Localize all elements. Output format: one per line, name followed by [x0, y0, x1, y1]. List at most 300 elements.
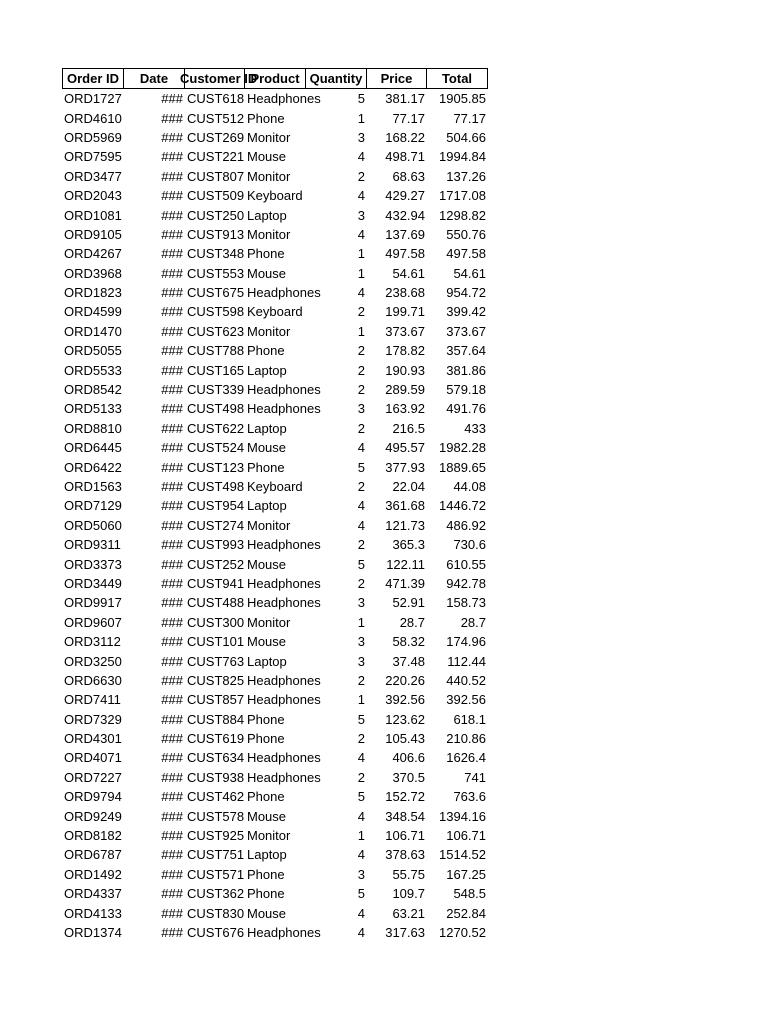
quantity-cell[interactable]: 3 — [357, 129, 365, 145]
total-cell[interactable]: 167.25 — [446, 866, 486, 882]
price-cell[interactable]: 178.82 — [385, 343, 425, 359]
total-cell[interactable]: 252.84 — [446, 905, 486, 921]
product-cell[interactable] — [245, 438, 306, 457]
order-id-cell[interactable]: ORD5533 — [64, 362, 122, 378]
price-cell[interactable]: 370.5 — [392, 769, 425, 785]
date-cell[interactable]: ### — [161, 285, 183, 301]
customer-id-cell[interactable]: CUST362 — [187, 886, 245, 902]
header-order-id[interactable]: Order ID — [62, 68, 124, 89]
quantity-cell[interactable]: 4 — [357, 905, 365, 921]
product-cell[interactable] — [245, 554, 306, 573]
product-cell[interactable] — [245, 806, 306, 825]
customer-id-cell[interactable]: CUST622 — [187, 420, 245, 436]
total-cell[interactable]: 373.67 — [446, 323, 486, 339]
customer-id-cell[interactable]: CUST165 — [187, 362, 245, 378]
total-cell[interactable]: 106.71 — [446, 828, 486, 844]
date-cell[interactable]: ### — [161, 711, 183, 727]
total-cell[interactable]: 1994.84 — [439, 149, 486, 165]
total-cell[interactable]: 210.86 — [446, 731, 486, 747]
date-cell[interactable]: ### — [161, 672, 183, 688]
price-cell[interactable]: 54.61 — [392, 265, 425, 281]
price-cell[interactable]: 220.26 — [385, 672, 425, 688]
quantity-cell[interactable]: 1 — [357, 246, 365, 262]
date-cell[interactable]: ### — [161, 91, 183, 107]
date-cell[interactable]: ### — [161, 188, 183, 204]
quantity-cell[interactable]: 2 — [357, 382, 365, 398]
date-cell[interactable]: ### — [161, 575, 183, 591]
total-cell[interactable]: 1514.52 — [439, 847, 486, 863]
quantity-cell[interactable]: 4 — [357, 188, 365, 204]
quantity-cell[interactable]: 5 — [357, 711, 365, 727]
order-id-cell[interactable]: ORD2043 — [64, 188, 122, 204]
customer-id-cell[interactable]: CUST884 — [187, 711, 245, 727]
quantity-cell[interactable]: 3 — [357, 207, 365, 223]
customer-id-cell[interactable]: CUST623 — [187, 323, 245, 339]
price-cell[interactable]: 123.62 — [385, 711, 425, 727]
product-cell[interactable] — [245, 632, 306, 651]
price-cell[interactable]: 137.69 — [385, 226, 425, 242]
total-cell[interactable]: 357.64 — [446, 343, 486, 359]
customer-id-cell[interactable]: CUST123 — [187, 459, 245, 475]
quantity-cell[interactable]: 2 — [357, 362, 365, 378]
order-id-cell[interactable]: ORD8810 — [64, 420, 122, 436]
quantity-cell[interactable]: 4 — [357, 750, 365, 766]
customer-id-cell[interactable]: CUST578 — [187, 808, 245, 824]
total-cell[interactable]: 440.52 — [446, 672, 486, 688]
price-cell[interactable]: 392.56 — [385, 692, 425, 708]
total-cell[interactable]: 1717.08 — [439, 188, 486, 204]
date-cell[interactable]: ### — [161, 924, 183, 940]
product-cell[interactable] — [245, 341, 306, 360]
quantity-cell[interactable]: 5 — [357, 91, 365, 107]
order-id-cell[interactable]: ORD9917 — [64, 595, 122, 611]
customer-id-cell[interactable]: CUST675 — [187, 285, 245, 301]
price-cell[interactable]: 163.92 — [385, 401, 425, 417]
customer-id-cell[interactable]: CUST676 — [187, 924, 245, 940]
price-cell[interactable]: 497.58 — [385, 246, 425, 262]
customer-id-cell[interactable]: CUST598 — [187, 304, 245, 320]
product-cell[interactable] — [245, 826, 306, 845]
customer-id-cell[interactable]: CUST857 — [187, 692, 245, 708]
product-cell[interactable] — [245, 535, 321, 554]
date-cell[interactable]: ### — [161, 556, 183, 572]
date-cell[interactable]: ### — [161, 420, 183, 436]
product-cell[interactable] — [245, 128, 306, 147]
order-id-cell[interactable]: ORD4599 — [64, 304, 122, 320]
header-product[interactable]: Product — [245, 68, 306, 89]
date-cell[interactable]: ### — [161, 653, 183, 669]
customer-id-cell[interactable]: CUST250 — [187, 207, 245, 223]
date-cell[interactable]: ### — [161, 769, 183, 785]
quantity-cell[interactable]: 1 — [357, 614, 365, 630]
product-cell[interactable] — [245, 613, 306, 632]
price-cell[interactable]: 471.39 — [385, 575, 425, 591]
total-cell[interactable]: 1270.52 — [439, 924, 486, 940]
order-id-cell[interactable]: ORD5055 — [64, 343, 122, 359]
price-cell[interactable]: 238.68 — [385, 285, 425, 301]
quantity-cell[interactable]: 5 — [357, 459, 365, 475]
order-id-cell[interactable]: ORD1727 — [64, 91, 122, 107]
order-id-cell[interactable]: ORD6422 — [64, 459, 122, 475]
quantity-cell[interactable]: 1 — [357, 828, 365, 844]
total-cell[interactable]: 28.7 — [460, 614, 486, 630]
price-cell[interactable]: 109.7 — [392, 886, 425, 902]
order-id-cell[interactable]: ORD6445 — [64, 440, 122, 456]
total-cell[interactable]: 548.5 — [453, 886, 486, 902]
order-id-cell[interactable]: ORD4133 — [64, 905, 122, 921]
date-cell[interactable]: ### — [161, 265, 183, 281]
order-id-cell[interactable]: ORD1563 — [64, 479, 122, 494]
product-cell[interactable] — [245, 574, 321, 593]
quantity-cell[interactable]: 4 — [357, 285, 365, 301]
quantity-cell[interactable]: 3 — [357, 634, 365, 650]
customer-id-cell[interactable]: CUST938 — [187, 769, 245, 785]
order-id-cell[interactable]: ORD7129 — [64, 498, 122, 514]
date-cell[interactable]: ### — [161, 828, 183, 844]
order-id-cell[interactable]: ORD4337 — [64, 886, 122, 902]
total-cell[interactable]: 579.18 — [446, 382, 486, 398]
date-cell[interactable]: ### — [161, 459, 183, 475]
order-id-cell[interactable]: ORD3373 — [64, 556, 122, 572]
quantity-cell[interactable]: 2 — [357, 575, 365, 591]
customer-id-cell[interactable]: CUST339 — [187, 382, 245, 398]
product-cell[interactable] — [245, 768, 321, 787]
customer-id-cell[interactable]: CUST221 — [187, 149, 245, 165]
quantity-cell[interactable]: 3 — [357, 653, 365, 669]
price-cell[interactable]: 152.72 — [385, 789, 425, 805]
customer-id-cell[interactable]: CUST300 — [187, 614, 245, 630]
total-cell[interactable]: 1626.4 — [446, 750, 486, 766]
customer-id-cell[interactable]: CUST509 — [187, 188, 245, 204]
quantity-cell[interactable]: 2 — [357, 537, 365, 553]
customer-id-cell[interactable]: CUST634 — [187, 750, 245, 766]
total-cell[interactable]: 1889.65 — [439, 459, 486, 475]
quantity-cell[interactable]: 2 — [357, 168, 365, 184]
order-id-cell[interactable]: ORD6787 — [64, 847, 122, 863]
order-id-cell[interactable]: ORD9249 — [64, 808, 122, 824]
customer-id-cell[interactable]: CUST763 — [187, 653, 245, 669]
order-id-cell[interactable]: ORD3449 — [64, 575, 122, 591]
total-cell[interactable]: 77.17 — [453, 110, 486, 126]
total-cell[interactable]: 1905.85 — [439, 91, 486, 107]
customer-id-cell[interactable]: CUST553 — [187, 265, 245, 281]
total-cell[interactable]: 399.42 — [446, 304, 486, 320]
price-cell[interactable]: 68.63 — [392, 168, 425, 184]
quantity-cell[interactable]: 2 — [357, 731, 365, 747]
price-cell[interactable]: 216.5 — [392, 420, 425, 436]
date-cell[interactable]: ### — [161, 537, 183, 553]
customer-id-cell[interactable]: CUST751 — [187, 847, 245, 863]
order-id-cell[interactable]: ORD8542 — [64, 382, 122, 398]
date-cell[interactable]: ### — [161, 789, 183, 805]
product-cell[interactable] — [245, 419, 306, 438]
price-cell[interactable]: 348.54 — [385, 808, 425, 824]
quantity-cell[interactable]: 3 — [357, 866, 365, 882]
customer-id-cell[interactable]: CUST498 — [187, 401, 245, 417]
date-cell[interactable]: ### — [161, 246, 183, 262]
quantity-cell[interactable]: 5 — [357, 789, 365, 805]
order-id-cell[interactable]: ORD9607 — [64, 614, 122, 630]
total-cell[interactable]: 741 — [464, 769, 486, 785]
price-cell[interactable]: 63.21 — [392, 905, 425, 921]
header-quantity[interactable]: Quantity — [306, 68, 367, 89]
price-cell[interactable]: 406.6 — [392, 750, 425, 766]
price-cell[interactable]: 289.59 — [385, 382, 425, 398]
total-cell[interactable]: 54.61 — [453, 265, 486, 281]
customer-id-cell[interactable]: CUST941 — [187, 575, 245, 591]
price-cell[interactable]: 52.91 — [392, 595, 425, 611]
total-cell[interactable]: 618.1 — [453, 711, 486, 727]
customer-id-cell[interactable]: CUST101 — [187, 634, 245, 650]
total-cell[interactable]: 497.58 — [446, 246, 486, 262]
customer-id-cell[interactable]: CUST913 — [187, 226, 245, 242]
quantity-cell[interactable]: 4 — [357, 808, 365, 824]
price-cell[interactable]: 77.17 — [392, 110, 425, 126]
product-cell[interactable] — [245, 651, 306, 670]
order-id-cell[interactable]: ORD5060 — [64, 517, 122, 533]
price-cell[interactable]: 377.93 — [385, 459, 425, 475]
date-cell[interactable]: ### — [161, 129, 183, 145]
order-id-cell[interactable]: ORD7595 — [64, 149, 122, 165]
product-cell[interactable] — [245, 496, 306, 515]
customer-id-cell[interactable]: CUST618 — [187, 91, 245, 107]
total-cell[interactable]: 730.6 — [453, 537, 486, 553]
price-cell[interactable]: 168.22 — [385, 129, 425, 145]
customer-id-cell[interactable]: CUST462 — [187, 789, 245, 805]
date-cell[interactable]: ### — [161, 731, 183, 747]
customer-id-cell[interactable]: CUST825 — [187, 672, 245, 688]
customer-id-cell[interactable]: CUST954 — [187, 498, 245, 514]
quantity-cell[interactable]: 4 — [357, 517, 365, 533]
product-cell[interactable] — [245, 516, 306, 535]
order-id-cell[interactable]: ORD4267 — [64, 246, 122, 262]
product-cell[interactable] — [245, 477, 306, 496]
product-cell[interactable] — [245, 283, 321, 302]
quantity-cell[interactable]: 4 — [357, 440, 365, 456]
quantity-cell[interactable]: 1 — [357, 265, 365, 281]
customer-id-cell[interactable]: CUST925 — [187, 828, 245, 844]
date-cell[interactable]: ### — [161, 110, 183, 126]
quantity-cell[interactable]: 4 — [357, 226, 365, 242]
quantity-cell[interactable]: 1 — [357, 110, 365, 126]
product-cell[interactable] — [245, 729, 306, 748]
product-cell[interactable] — [245, 147, 306, 166]
quantity-cell[interactable]: 2 — [357, 420, 365, 436]
order-id-cell[interactable]: ORD3477 — [64, 168, 122, 184]
header-total[interactable]: Total — [427, 68, 488, 89]
date-cell[interactable]: ### — [161, 517, 183, 533]
total-cell[interactable]: 433 — [464, 420, 486, 436]
total-cell[interactable]: 504.66 — [446, 129, 486, 145]
date-cell[interactable]: ### — [161, 847, 183, 863]
product-cell[interactable] — [245, 710, 306, 729]
product-cell[interactable] — [245, 865, 306, 884]
order-id-cell[interactable]: ORD4301 — [64, 731, 122, 747]
price-cell[interactable]: 429.27 — [385, 188, 425, 204]
quantity-cell[interactable]: 2 — [357, 304, 365, 320]
product-cell[interactable] — [245, 302, 306, 321]
product-cell[interactable] — [245, 360, 306, 379]
customer-id-cell[interactable]: CUST619 — [187, 731, 245, 747]
total-cell[interactable]: 174.96 — [446, 634, 486, 650]
date-cell[interactable]: ### — [161, 168, 183, 184]
product-cell[interactable] — [245, 457, 306, 476]
total-cell[interactable]: 158.73 — [446, 595, 486, 611]
date-cell[interactable]: ### — [161, 866, 183, 882]
product-cell[interactable] — [245, 108, 306, 127]
header-customer-id[interactable] — [180, 68, 258, 89]
price-cell[interactable]: 378.63 — [385, 847, 425, 863]
price-cell[interactable]: 498.71 — [385, 149, 425, 165]
price-cell[interactable]: 373.67 — [385, 323, 425, 339]
product-cell[interactable] — [245, 671, 321, 690]
date-cell[interactable]: ### — [161, 149, 183, 165]
date-cell[interactable]: ### — [161, 382, 183, 398]
date-cell[interactable]: ### — [161, 479, 183, 494]
quantity-cell[interactable]: 4 — [357, 498, 365, 514]
date-cell[interactable]: ### — [161, 207, 183, 223]
price-cell[interactable]: 199.71 — [385, 304, 425, 320]
customer-id-cell[interactable]: CUST498 — [187, 479, 245, 494]
order-id-cell[interactable]: ORD8182 — [64, 828, 122, 844]
price-cell[interactable]: 317.63 — [385, 924, 425, 940]
customer-id-cell[interactable]: CUST252 — [187, 556, 245, 572]
order-id-cell[interactable]: ORD1470 — [64, 323, 122, 339]
total-cell[interactable]: 381.86 — [446, 362, 486, 378]
price-cell[interactable]: 58.32 — [392, 634, 425, 650]
order-id-cell[interactable]: ORD9794 — [64, 789, 122, 805]
price-cell[interactable]: 106.71 — [385, 828, 425, 844]
header-date[interactable]: Date — [124, 68, 185, 89]
quantity-cell[interactable]: 5 — [357, 886, 365, 902]
total-cell[interactable]: 942.78 — [446, 575, 486, 591]
price-cell[interactable]: 122.11 — [386, 556, 425, 572]
price-cell[interactable]: 432.94 — [385, 207, 425, 223]
order-id-cell[interactable]: ORD7329 — [64, 711, 122, 727]
product-cell[interactable] — [245, 690, 321, 709]
customer-id-cell[interactable]: CUST269 — [187, 129, 245, 145]
date-cell[interactable]: ### — [161, 634, 183, 650]
price-cell[interactable]: 55.75 — [392, 866, 425, 882]
date-cell[interactable]: ### — [161, 692, 183, 708]
quantity-cell[interactable]: 4 — [357, 924, 365, 940]
quantity-cell[interactable]: 2 — [357, 343, 365, 359]
date-cell[interactable]: ### — [161, 362, 183, 378]
total-cell[interactable]: 137.26 — [446, 168, 486, 184]
order-id-cell[interactable]: ORD3968 — [64, 265, 122, 281]
price-cell[interactable]: 121.73 — [385, 517, 425, 533]
total-cell[interactable]: 954.72 — [446, 285, 486, 301]
product-cell[interactable] — [245, 244, 306, 263]
date-cell[interactable]: ### — [161, 226, 183, 242]
product-cell[interactable] — [245, 845, 306, 864]
date-cell[interactable]: ### — [161, 595, 183, 611]
price-cell[interactable]: 365.3 — [392, 537, 425, 553]
total-cell[interactable]: 763.6 — [453, 789, 486, 805]
date-cell[interactable]: ### — [161, 343, 183, 359]
product-cell[interactable] — [245, 923, 321, 942]
product-cell[interactable] — [245, 380, 321, 399]
customer-id-cell[interactable]: CUST993 — [187, 537, 245, 553]
price-cell[interactable]: 381.17 — [385, 91, 425, 107]
quantity-cell[interactable]: 4 — [357, 149, 365, 165]
total-cell[interactable]: 44.08 — [453, 479, 486, 494]
price-cell[interactable]: 28.7 — [399, 614, 425, 630]
order-id-cell[interactable]: ORD4071 — [64, 750, 122, 766]
price-cell[interactable]: 495.57 — [385, 440, 425, 456]
product-cell[interactable] — [245, 787, 306, 806]
total-cell[interactable]: 1298.82 — [439, 207, 486, 223]
order-id-cell[interactable]: ORD3112 — [64, 634, 121, 650]
customer-id-cell[interactable]: CUST348 — [187, 246, 245, 262]
total-cell[interactable]: 392.56 — [446, 692, 486, 708]
order-id-cell[interactable]: ORD1081 — [64, 207, 122, 223]
product-cell[interactable] — [245, 205, 306, 224]
quantity-cell[interactable]: 3 — [357, 595, 365, 611]
total-cell[interactable]: 486.92 — [446, 517, 486, 533]
quantity-cell[interactable]: 5 — [357, 556, 365, 572]
customer-id-cell[interactable]: CUST571 — [187, 866, 245, 882]
quantity-cell[interactable]: 2 — [357, 479, 365, 494]
order-id-cell[interactable]: ORD9105 — [64, 226, 122, 242]
order-id-cell[interactable]: ORD7411 — [64, 692, 121, 708]
date-cell[interactable]: ### — [161, 440, 183, 456]
product-cell[interactable] — [245, 884, 306, 903]
order-id-cell[interactable]: ORD7227 — [64, 769, 122, 785]
order-id-cell[interactable]: ORD5133 — [64, 401, 122, 417]
total-cell[interactable]: 1982.28 — [439, 440, 486, 456]
date-cell[interactable]: ### — [161, 323, 183, 339]
quantity-cell[interactable]: 4 — [357, 847, 365, 863]
order-id-cell[interactable]: ORD4610 — [64, 110, 122, 126]
product-cell[interactable] — [245, 264, 306, 283]
customer-id-cell[interactable]: CUST830 — [187, 905, 245, 921]
product-cell[interactable] — [245, 225, 306, 244]
quantity-cell[interactable]: 2 — [357, 672, 365, 688]
total-cell[interactable]: 1394.16 — [439, 808, 486, 824]
product-cell[interactable] — [245, 903, 306, 922]
product-cell[interactable] — [245, 322, 306, 341]
quantity-cell[interactable]: 3 — [357, 401, 365, 417]
total-cell[interactable]: 550.76 — [446, 226, 486, 242]
total-cell[interactable]: 491.76 — [446, 401, 486, 417]
quantity-cell[interactable]: 2 — [357, 769, 365, 785]
product-cell[interactable] — [245, 186, 306, 205]
quantity-cell[interactable]: 1 — [357, 323, 365, 339]
customer-id-cell[interactable]: CUST807 — [187, 168, 245, 184]
customer-id-cell[interactable]: CUST274 — [187, 517, 245, 533]
customer-id-cell[interactable]: CUST488 — [187, 595, 245, 611]
date-cell[interactable]: ### — [161, 905, 183, 921]
order-id-cell[interactable]: ORD6630 — [64, 672, 122, 688]
order-id-cell[interactable]: ORD9311 — [64, 537, 121, 553]
header-price[interactable]: Price — [367, 68, 427, 89]
order-id-cell[interactable]: ORD5969 — [64, 129, 122, 145]
price-cell[interactable]: 361.68 — [385, 498, 425, 514]
product-cell[interactable] — [245, 593, 321, 612]
date-cell[interactable]: ### — [161, 614, 183, 630]
product-cell[interactable] — [245, 399, 321, 418]
price-cell[interactable]: 37.48 — [392, 653, 425, 669]
date-cell[interactable]: ### — [161, 498, 183, 514]
customer-id-cell[interactable]: CUST788 — [187, 343, 245, 359]
total-cell[interactable]: 610.55 — [446, 556, 486, 572]
price-cell[interactable]: 190.93 — [385, 362, 425, 378]
customer-id-cell[interactable]: CUST524 — [187, 440, 245, 456]
product-cell[interactable] — [245, 748, 321, 767]
product-cell[interactable] — [245, 89, 321, 108]
quantity-cell[interactable]: 1 — [357, 692, 365, 708]
